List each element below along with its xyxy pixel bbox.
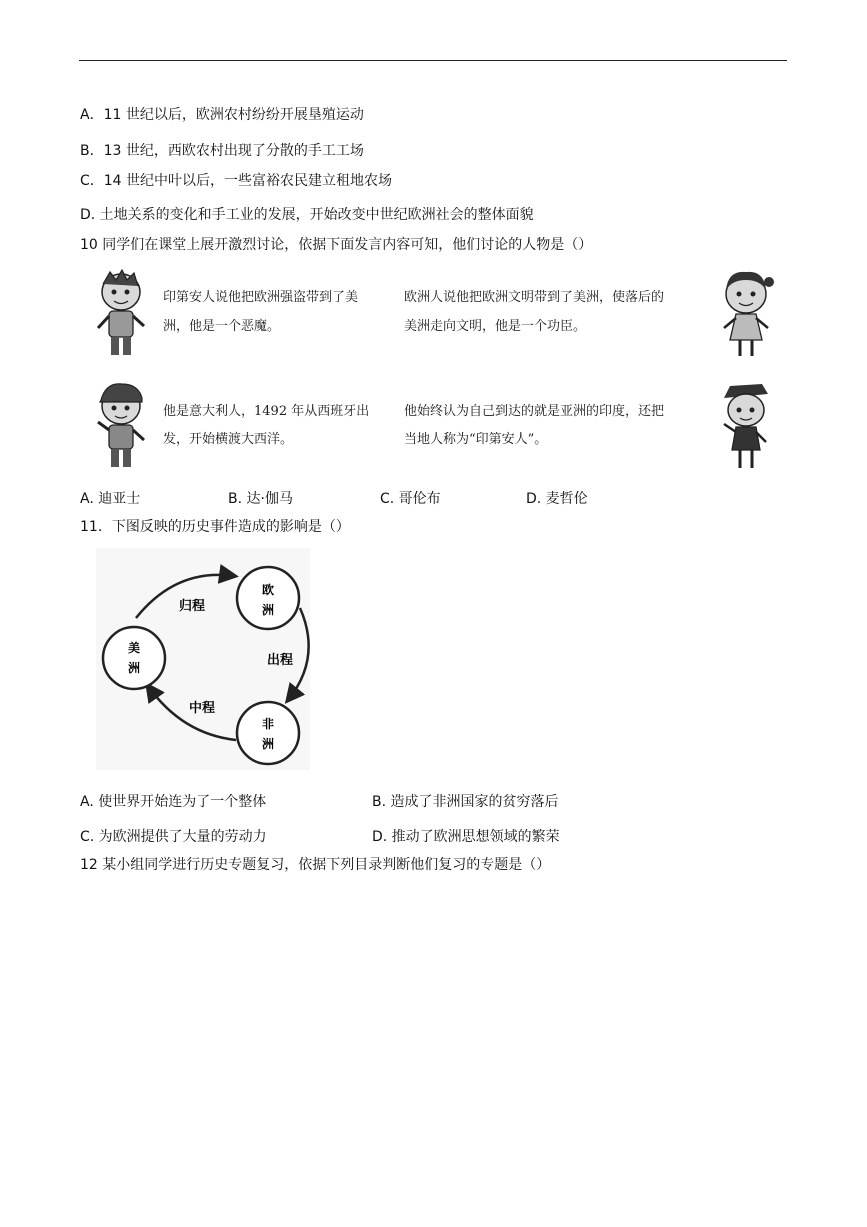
q10-stem: 10 同学们在课堂上展开激烈讨论，依据下面发言内容可知，他们讨论的人物是（） bbox=[80, 237, 593, 253]
speech-4-line-2: 当地人称为“印第安人”。 bbox=[404, 432, 548, 447]
q9-option-d: D. 土地关系的变化和手工业的发展，开始改变中世纪欧洲社会的整体面貌 bbox=[80, 207, 534, 223]
q9-option-b: B．13 世纪，西欧农村出现了分散的手工工场 bbox=[80, 143, 364, 159]
girl-cartoon-2 bbox=[716, 380, 776, 472]
girl-cartoon-1 bbox=[716, 268, 776, 360]
europe-node bbox=[237, 567, 299, 629]
q11-stem: 11．下图反映的历史事件造成的影响是（） bbox=[80, 519, 350, 535]
q10-option-b: B. 达·伽马 bbox=[228, 491, 293, 507]
africa-node bbox=[237, 702, 299, 764]
america-label-2: 洲 bbox=[127, 661, 141, 675]
triangular-trade-diagram bbox=[96, 548, 310, 770]
speech-1-line-2: 洲，他是一个恶魔。 bbox=[163, 319, 281, 334]
q11-option-a: A. 使世界开始连为了一个整体 bbox=[80, 794, 267, 810]
africa-label-1: 非 bbox=[261, 717, 275, 731]
middle-passage-label: 中程 bbox=[188, 701, 216, 716]
q12-stem: 12 某小组同学进行历史专题复习，依据下列目录判断他们复习的专题是（） bbox=[80, 857, 551, 873]
q11-option-b: B. 造成了非洲国家的贫穷落后 bbox=[372, 794, 559, 810]
europe-label-1: 欧 bbox=[261, 583, 275, 597]
boy-cartoon-1 bbox=[92, 268, 150, 360]
q9-option-a: A．11 世纪以后，欧洲农村纷纷开展垦殖运动 bbox=[80, 107, 364, 123]
speech-1-line-1: 印第安人说他把欧洲强盗带到了美 bbox=[163, 290, 359, 305]
speech-3-line-2: 发，开始横渡大西洋。 bbox=[163, 432, 294, 447]
europe-label-2: 洲 bbox=[261, 603, 275, 617]
speech-2-line-2: 美洲走向文明，他是一个功臣。 bbox=[404, 319, 587, 334]
q11-option-d: D. 推动了欧洲思想领域的繁荣 bbox=[372, 829, 560, 845]
return-route-label: 归程 bbox=[178, 599, 206, 614]
boy-cartoon-2 bbox=[92, 380, 150, 472]
q10-option-a: A. 迪亚士 bbox=[80, 491, 141, 507]
q9-option-c: C．14 世纪中叶以后，一些富裕农民建立租地农场 bbox=[80, 173, 393, 189]
speech-2-line-1: 欧洲人说他把欧洲文明带到了美洲，使落后的 bbox=[404, 290, 665, 305]
outbound-route-label: 出程 bbox=[266, 653, 294, 668]
q10-option-d: D. 麦哲伦 bbox=[526, 491, 588, 507]
q10-option-c: C. 哥伦布 bbox=[380, 491, 441, 507]
america-node bbox=[103, 627, 165, 689]
africa-label-2: 洲 bbox=[261, 737, 275, 751]
q11-option-c: C. 为欧洲提供了大量的劳动力 bbox=[80, 829, 267, 845]
header-rule bbox=[79, 60, 787, 61]
speech-3-line-1: 他是意大利人，1492 年从西班牙出 bbox=[163, 404, 370, 419]
speech-4-line-1: 他始终认为自己到达的就是亚洲的印度，还把 bbox=[404, 404, 665, 419]
america-label-1: 美 bbox=[127, 641, 141, 655]
